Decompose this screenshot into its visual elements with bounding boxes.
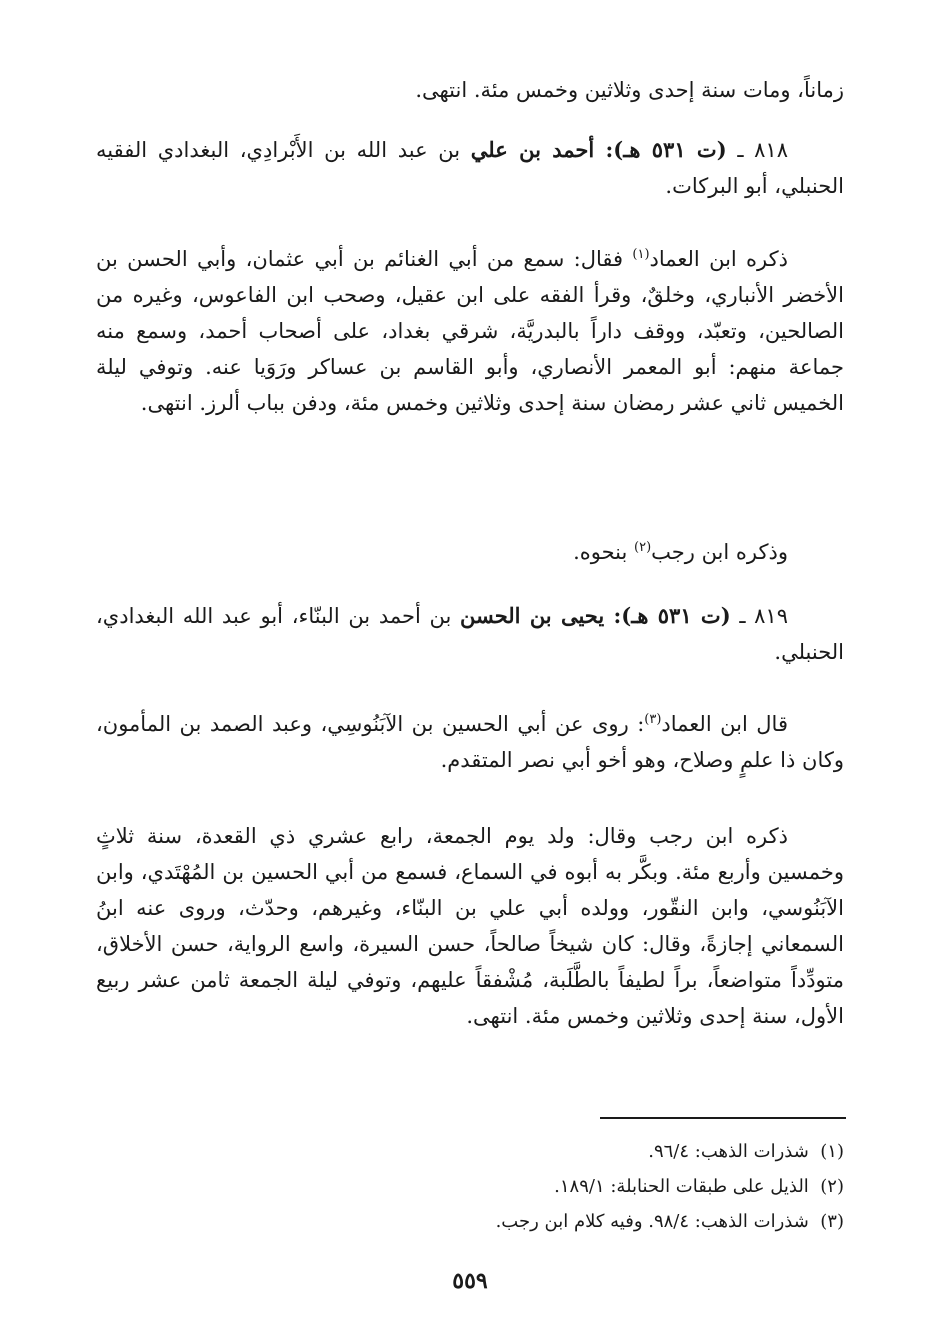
paragraph-text: : روى عن أبي الحسين بن الآبَنُوسِي، وعبد الصمد بن المأمون، وكان ذا علمٍ وصلاح، وهو أخو أبي نصر المتقدم. (96, 712, 844, 772)
footnote-number: (٢) (820, 1176, 844, 1197)
paragraph-ibn-rajab-2 (96, 818, 844, 1034)
paragraph-ibn-al-imad-1 (96, 241, 844, 421)
footnote-1 (400, 1134, 844, 1169)
footnote-text: شذرات الذهب: ٩٦/٤. (648, 1141, 809, 1162)
footnote-number: (٣) (820, 1211, 844, 1232)
paragraph-text: وذكره ابن رجب (651, 540, 788, 564)
entry-death-date: (ت ٥٣١ هـ): (594, 137, 727, 162)
entry-number: ٨١٨ ـ (726, 138, 788, 162)
footnotes (400, 1134, 844, 1239)
footnote-2 (400, 1169, 844, 1204)
paragraph-text: بنحوه. (573, 540, 635, 564)
paragraph-text: فقال: سمع من أبي الغنائم بن أبي عثمان، وأبي الحسن بن الأخضر الأنباري، وخلقٌ، وقرأ الفقه على ابن عقيل، وصحب ابن الفاعوس، وغيره من الصالحين، وتعبّد، ووقف داراً بالبدريَّة، شرقي بغداد، على أصحاب أحمد، وسمع منه جماعة منهم: أبو المعمر الأنصاري، وأبو القاسم بن عساكر ورَوَيا عنه. وتوفي ليلة الخميس ثاني عشر رمضان سنة إحدى وثلاثين وخمس مئة، ودفن بباب ألرز. انتهى. (96, 247, 844, 415)
footnote-ref-1: (١) (632, 247, 650, 262)
footnote-separator (600, 1117, 846, 1119)
footnote-text: الذيل على طبقات الحنابلة: ١٨٩/١. (554, 1176, 809, 1197)
page-number: ٥٥٩ (452, 1268, 488, 1294)
paragraph-text: ذكره ابن رجب وقال: ولد يوم الجمعة، رابع عشري ذي القعدة، سنة ثلاثٍ وخمسين وأربع مئة. وبكَّر به أبوه في السماع، فسمع من أبي الحسين بن المُهْتَدي، وابن الآبَنُوسي، وابن النقّور، وولده أبي علي بن البنّاء، وغيرهم، وحدّث، وروى عنه ابنُ السمعاني إجازةً، وقال: كان شيخاً صالحاً، حسن السيرة، واسع الرواية، حسن الأخلاق، متودِّداً متواضعاً، براً لطيفاً بالطَّلَبة، مُشْفقاً عليهم، وتوفي ليلة الجمعة ثامن عشر ربيع الأول، سنة إحدى وثلاثين وخمس مئة. انتهى. (96, 824, 844, 1028)
footnote-ref-3: (٣) (644, 712, 662, 727)
footnote-text: شذرات الذهب: ٩٨/٤. وفيه كلام ابن رجب. (495, 1211, 809, 1232)
footnote-number: (١) (820, 1141, 844, 1162)
entry-description: بن عبد الله بن الأَبْرادِي، البغدادي الفقيه الحنبلي، أبو البركات. (96, 138, 844, 198)
footnote-ref-2: (٢) (634, 540, 652, 555)
entry-name: يحيى بن الحسن (460, 603, 605, 628)
paragraph-text: زماناً، ومات سنة إحدى وثلاثين وخمس مئة. انتهى. (415, 78, 844, 102)
paragraph-text: قال ابن العماد (661, 712, 788, 736)
paragraph-text: ذكره ابن العماد (649, 247, 788, 271)
entry-818 (96, 132, 844, 204)
entry-death-date: (ت ٥٣١ هـ): (604, 603, 731, 628)
paragraph-ibn-rajab-1 (96, 534, 844, 570)
entry-number: ٨١٩ ـ (730, 604, 788, 628)
footnote-3 (400, 1204, 844, 1239)
entry-name: أحمد بن علي (470, 137, 595, 162)
entry-819 (96, 598, 844, 670)
entry-description: بن أحمد بن البنّاء، أبو عبد الله البغدادي، الحنبلي. (96, 604, 844, 664)
paragraph-ibn-al-imad-2 (96, 706, 844, 778)
body-paragraph-continuation (96, 72, 844, 108)
